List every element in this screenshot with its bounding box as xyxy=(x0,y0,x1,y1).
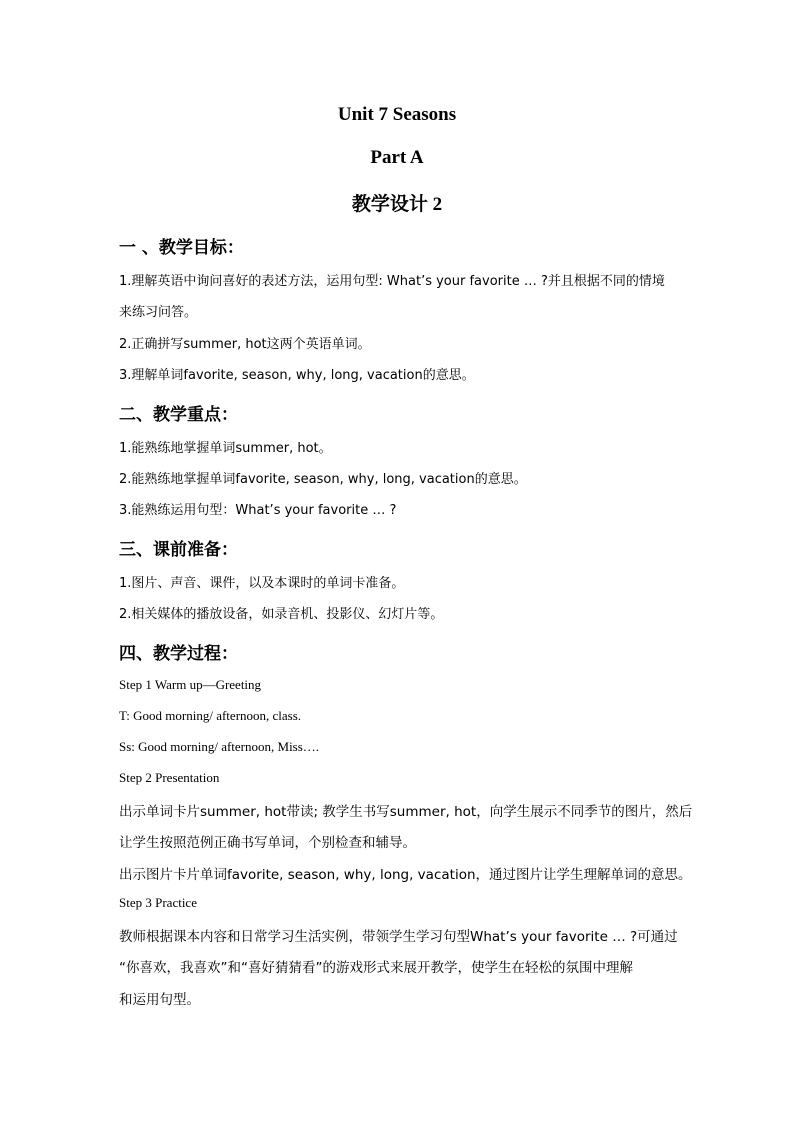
process-line: Step 3 Practice xyxy=(119,895,197,910)
process-line: 教师根据课本内容和日常学习生活实例，带领学生学习句型What’s your favorite … ?可通过 xyxy=(119,929,678,945)
design-title: 教学设计 2 xyxy=(351,194,443,215)
process-line: 出示图片卡片单词favorite, season, why, long, vacation，通过图片让学生理解单词的意思。 xyxy=(119,867,692,883)
objective-line: 2.正确拼写summer, hot这两个英语单词。 xyxy=(119,337,371,352)
part-title: Part A xyxy=(370,147,424,168)
unit-title: Unit 7 Seasons xyxy=(337,104,457,125)
process-line: 出示单词卡片summer, hot带读; 教学生书写summer, hot，向学生展示不同季节的图片，然后 xyxy=(119,804,693,820)
process-heading: 四、教学过程： xyxy=(119,644,238,664)
preparation-line: 2.相关媒体的播放设备，如录音机、投影仪、幻灯片等。 xyxy=(119,607,444,622)
key-point-line: 2.能熟练地掌握单词favorite, season, why, long, vacation的意思。 xyxy=(119,472,527,487)
process-line: “你喜欢，我喜欢”和“喜好猜猜看”的游戏形式来展开教学，使学生在轻松的氛围中理解 xyxy=(119,960,633,976)
objective-line: 来练习问答。 xyxy=(119,305,198,320)
objectives-heading: 一 、教学目标： xyxy=(119,238,244,258)
objective-line: 3.理解单词favorite, season, why, long, vacation的意思。 xyxy=(119,368,475,383)
preparation-line: 1.图片、声音、课件，以及本课时的单词卡准备。 xyxy=(119,576,405,591)
process-line: Step 1 Warm up—Greeting xyxy=(119,677,262,692)
objective-line: 1.理解英语中询问喜好的表述方法，运用句型: What’s your favorite … ?并且根据不同的情境 xyxy=(119,274,665,289)
process-line: 和运用句型。 xyxy=(119,992,200,1008)
key-point-line: 1.能熟练地掌握单词summer, hot。 xyxy=(119,441,332,456)
key-point-line: 3.能熟练运用句型：What’s your favorite … ? xyxy=(119,503,397,518)
preparation-heading: 三、课前准备： xyxy=(119,540,238,560)
process-line: Ss: Good morning/ afternoon, Miss…. xyxy=(119,739,320,754)
process-line: 让学生按照范例正确书写单词，个别检查和辅导。 xyxy=(119,835,416,851)
process-line: T: Good morning/ afternoon, class. xyxy=(119,708,302,723)
process-line: Step 2 Presentation xyxy=(119,770,220,785)
key-points-heading: 二、教学重点： xyxy=(119,405,238,425)
